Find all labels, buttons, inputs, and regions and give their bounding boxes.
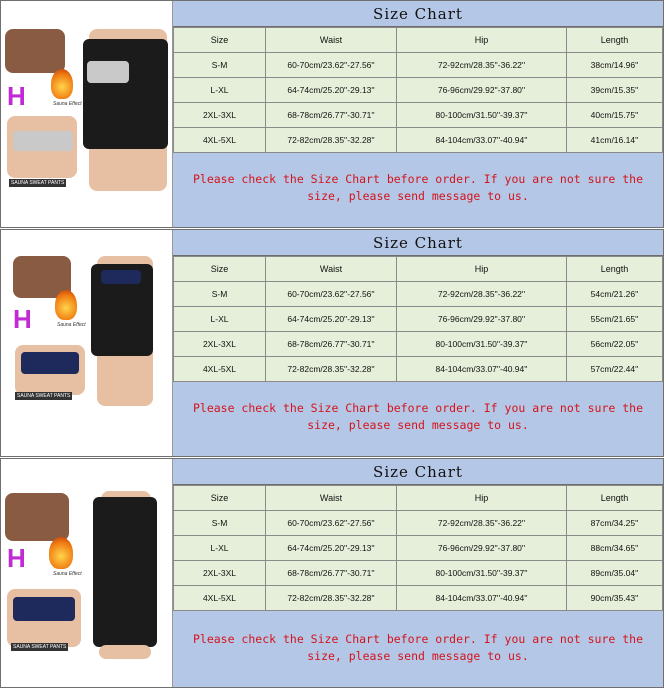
size-table	[173, 256, 663, 382]
table-row: 2XL-3XL 68-78cm/26.77''-30.71'' 80-100cm/31.50''-39.37'' 40cm/15.75''	[174, 103, 663, 128]
table-row: L-XL 64-74cm/25.20''-29.13'' 76-96cm/29.92''-37.80'' 55cm/21.65''	[174, 307, 663, 332]
size-table	[173, 27, 663, 153]
chart-title: Size Chart	[173, 459, 663, 485]
header-size: Size	[174, 486, 266, 511]
abs-photo	[5, 29, 65, 73]
table-row: 4XL-5XL 72-82cm/28.35''-32.28'' 84-104cm/33.07''-40.94'' 90cm/35.43''	[174, 586, 663, 611]
header-length: Length	[567, 257, 663, 282]
product-photo-leggings: H Sauna Effect SAUNA SWEAT PANTS	[1, 459, 173, 687]
abs-photo	[5, 493, 69, 541]
table-header-row	[174, 486, 663, 511]
header-length: Length	[567, 28, 663, 53]
header-length: Length	[567, 486, 663, 511]
header-waist: Waist	[266, 257, 397, 282]
sauna-pants-tag: SAUNA SWEAT PANTS	[17, 393, 71, 399]
sauna-pants-tag: SAUNA SWEAT PANTS	[11, 180, 65, 186]
size-chart-panel-2	[0, 229, 664, 457]
sauna-flame-icon	[51, 69, 73, 99]
chart-title: Size Chart	[173, 230, 663, 256]
header-waist: Waist	[266, 28, 397, 53]
sauna-pants-tag: SAUNA SWEAT PANTS	[13, 644, 67, 650]
header-waist: Waist	[266, 486, 397, 511]
sauna-flame-icon	[49, 537, 73, 569]
sauna-flame-icon	[55, 290, 77, 320]
table-header-row	[174, 257, 663, 282]
table-row: S-M 60-70cm/23.62''-27.56'' 72-92cm/28.35''-36.22'' 38cm/14.96''	[174, 53, 663, 78]
order-notice: Please check the Size Chart before order. If you are not sure the size, please send message to us.	[192, 632, 644, 663]
product-photo-capri: H Sauna Effect SAUNA SWEAT PANTS	[1, 230, 173, 456]
shorts-model	[83, 39, 168, 149]
sauna-effect-label: Sauna Effect	[53, 571, 82, 577]
table-header-row	[174, 28, 663, 53]
header-hip: Hip	[397, 28, 567, 53]
table-row: S-M 60-70cm/23.62''-27.56'' 72-92cm/28.35''-36.22'' 54cm/21.26''	[174, 282, 663, 307]
header-hip: Hip	[397, 257, 567, 282]
size-chart-panel-3	[0, 458, 664, 688]
sauna-effect-label: Sauna Effect	[57, 322, 86, 328]
table-row: 4XL-5XL 72-82cm/28.35''-32.28'' 84-104cm/33.07''-40.94'' 41cm/16.14''	[174, 128, 663, 153]
product-photo-shorts: H Sauna Effect SAUNA SWEAT PANTS	[1, 1, 173, 227]
order-notice: Please check the Size Chart before order. If you are not sure the size, please send message to us.	[192, 172, 644, 203]
header-hip: Hip	[397, 486, 567, 511]
table-row: S-M 60-70cm/23.62''-27.56'' 72-92cm/28.35''-36.22'' 87cm/34.25''	[174, 511, 663, 536]
header-size: Size	[174, 28, 266, 53]
table-row: L-XL 64-74cm/25.20''-29.13'' 76-96cm/29.92''-37.80'' 88cm/34.65''	[174, 536, 663, 561]
sauna-effect-label: Sauna Effect	[53, 101, 82, 107]
chart-title: Size Chart	[173, 1, 663, 27]
size-chart-3	[173, 459, 663, 687]
table-row: 2XL-3XL 68-78cm/26.77''-30.71'' 80-100cm/31.50''-39.37'' 56cm/22.05''	[174, 332, 663, 357]
size-chart-panel-1	[0, 0, 664, 228]
model-feet	[99, 645, 151, 659]
size-chart-1	[173, 1, 663, 227]
size-table	[173, 485, 663, 611]
table-row: L-XL 64-74cm/25.20''-29.13'' 76-96cm/29.92''-37.80'' 39cm/15.35''	[174, 78, 663, 103]
table-row: 2XL-3XL 68-78cm/26.77''-30.71'' 80-100cm/31.50''-39.37'' 89cm/35.04''	[174, 561, 663, 586]
order-notice: Please check the Size Chart before order. If you are not sure the size, please send message to us.	[192, 401, 644, 432]
header-size: Size	[174, 257, 266, 282]
size-chart-2	[173, 230, 663, 456]
table-row: 4XL-5XL 72-82cm/28.35''-32.28'' 84-104cm/33.07''-40.94'' 57cm/22.44''	[174, 357, 663, 382]
leggings-model	[93, 497, 157, 647]
